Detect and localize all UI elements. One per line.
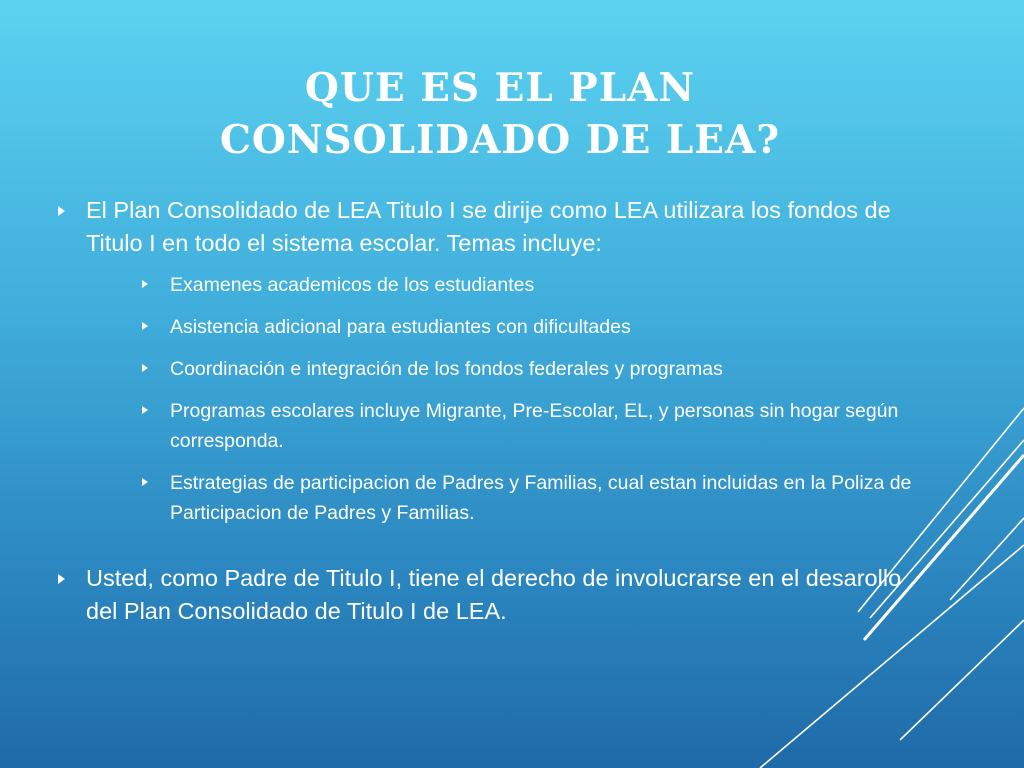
triangle-right-icon <box>58 206 65 216</box>
sub-bullet-item <box>86 270 932 300</box>
bullet-item <box>52 194 932 528</box>
triangle-right-icon <box>142 406 148 414</box>
bullet-text: Usted, como Padre de Titulo I, tiene el derecho de involucrarse en el desarollo del Plan Consolidado de Titulo I de LEA. <box>86 565 902 624</box>
title-line-1: QUE ES EL PLAN <box>304 65 696 111</box>
triangle-right-icon <box>142 280 148 288</box>
sub-bullet-item <box>86 312 932 342</box>
slide-title <box>130 62 870 166</box>
sub-bullet-text: Estrategias de participacion de Padres y Familias, cual estan incluidas en la Poliza de Participacion de Padres y Familias. <box>170 472 912 524</box>
triangle-right-icon <box>142 364 148 372</box>
sub-bullet-text: Asistencia adicional para estudiantes con dificultades <box>170 316 631 338</box>
sub-bullet-item <box>86 354 932 384</box>
bullet-text: El Plan Consolidado de LEA Titulo I se dirije como LEA utilizara los fondos de Titulo I en todo el sistema escolar. Temas incluye: <box>86 197 891 256</box>
sub-bullet-text: Programas escolares incluye Migrante, Pre-Escolar, EL, y personas sin hogar según corresponda. <box>170 400 899 452</box>
title-line-2: CONSOLIDADO DE LEA? <box>219 117 781 163</box>
diagonal-line <box>900 620 1024 740</box>
triangle-right-icon <box>142 478 148 486</box>
bullet-list <box>52 194 932 628</box>
bullet-item <box>52 562 932 628</box>
sub-bullet-list <box>86 270 932 528</box>
triangle-right-icon <box>58 574 65 584</box>
triangle-right-icon <box>142 322 148 330</box>
diagonal-line <box>950 518 1024 600</box>
sub-bullet-text: Examenes academicos de los estudiantes <box>170 274 535 296</box>
sub-bullet-text: Coordinación e integración de los fondos federales y programas <box>170 358 723 380</box>
sub-bullet-item <box>86 396 932 456</box>
sub-bullet-item <box>86 468 932 528</box>
